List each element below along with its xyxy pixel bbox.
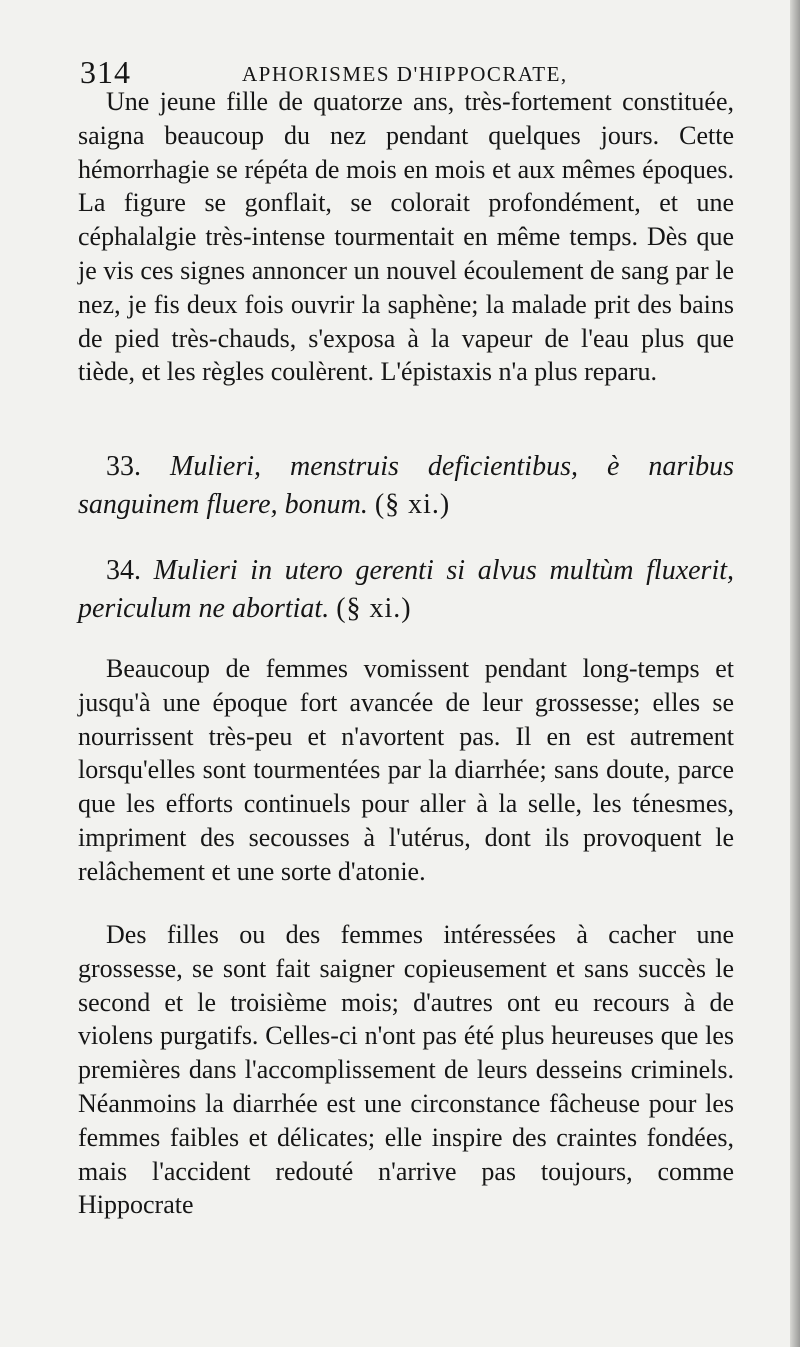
aphorism-34-number: 34. xyxy=(106,555,141,586)
running-head: APHORISMES D'HIPPOCRATE, xyxy=(242,62,568,86)
aphorism-33 xyxy=(78,448,734,524)
paragraph-diarrhea: Beaucoup de femmes vomissent pendant long-temps et jusqu'à une époque fort avancée de leur grossesse; elles se nourrissent très-peu et n'avortent pas. Il en est autrement lorsqu'elles sont tourmentées par la diarrhée; sans doute, parce que les efforts continuels pour aller à la selle, les ténesmes, impriment des secousses à l'utérus, dont ils provoquent le relâchement et une sorte d'atonie. xyxy=(78,654,734,886)
aphorism-34-latin: Mulieri in utero gerenti si alvus multùm fluxerit, periculum ne abortiat. xyxy=(78,555,734,624)
aphorism-33-number: 33. xyxy=(106,451,141,482)
paragraph-case-epistaxis: Une jeune fille de quatorze ans, très-fortement constituée, saigna beaucoup du nez pendant quelques jours. Cette hémorrhagie se répéta de mois en mois et aux mêmes époques. La figure se gonflait, se colorait profondément, et une céphalalgie très-intense tourmentait en même temps. Dès que je vis ces signes annoncer un nouvel écoulement de sang par le nez, je fis deux fois ouvrir la saphène; la malade prit des bains de pied très-chauds, s'exposa à la vapeur de l'eau plus que tiède, et les règles coulèrent. L'épistaxis n'a plus reparu. xyxy=(78,87,734,387)
aphorism-34 xyxy=(78,552,734,628)
page-number: 314 xyxy=(80,54,131,90)
aphorism-33-reference: (§ xi.) xyxy=(374,489,451,520)
aphorism-34-reference: (§ xi.) xyxy=(336,593,412,624)
paragraph-concealed-pregnancy: Des filles ou des femmes intéressées à cacher une grossesse, se sont fait saigner copieusement et sans succès le second et le troisième mois; d'autres ont eu recours à de violens purgatifs. Celles-ci n'ont pas été plus heureuses que les premières dans l'accomplissement de leurs desseins criminels. Néanmoins la diarrhée est une circonstance fâcheuse pour les femmes faibles et délicates; elle inspire des craintes fondées, mais l'accident redouté n'arrive pas toujours, comme Hippocrate xyxy=(78,920,734,1220)
aphorism-33-latin: Mulieri, menstruis deficientibus, è naribus sanguinem fluere, bonum. xyxy=(78,451,734,520)
